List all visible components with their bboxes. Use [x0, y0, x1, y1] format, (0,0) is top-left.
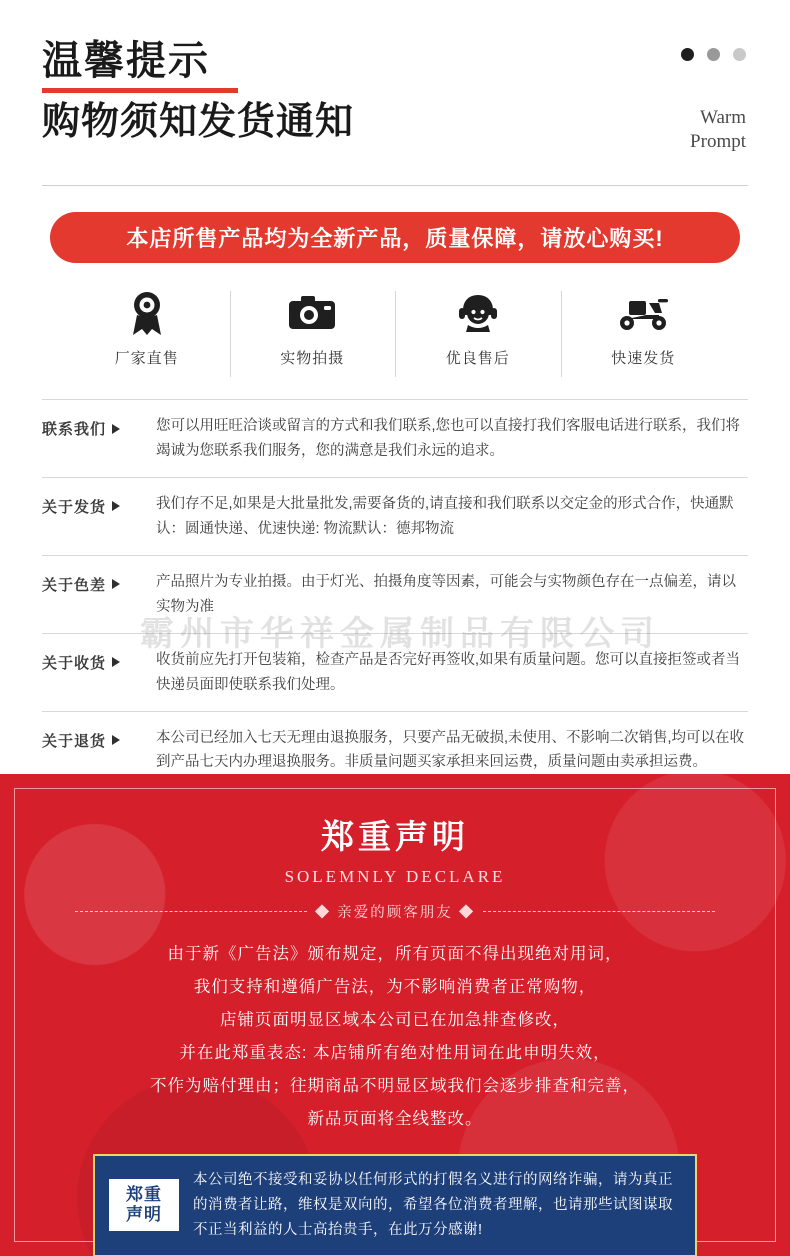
header-divider — [42, 185, 748, 186]
dot-light-icon — [733, 48, 746, 61]
delivery-scooter-icon — [615, 289, 671, 337]
dot-dark-icon — [681, 48, 694, 61]
notice-label-text: 关于发货 — [42, 498, 107, 516]
page-title: 温馨提示 — [42, 39, 210, 83]
declaration-badge-line1: 郑重 — [126, 1185, 162, 1205]
divider-dash-right — [483, 911, 715, 912]
camera-icon — [287, 289, 337, 337]
declaration-body-line: 我们支持和遵循广告法，为不影响消费者正常购物， — [193, 978, 597, 996]
page-header — [0, 0, 790, 186]
declaration-subtitle-en: SOLEMNLY DECLARE — [284, 867, 506, 886]
notice-label-text: 关于收货 — [42, 654, 107, 672]
quality-banner: 本店所售产品均为全新产品，质量保障，请放心购买! — [50, 212, 740, 263]
notice-label-text: 关于色差 — [42, 576, 107, 594]
service-agent-icon — [456, 289, 500, 337]
decorative-dots — [681, 48, 746, 61]
declaration-badge-line2: 声明 — [126, 1205, 162, 1225]
declaration-divider — [75, 901, 715, 922]
declaration-body-line: 新品页面将全线整改。 — [307, 1110, 483, 1128]
declaration-title: 郑重声明 — [321, 818, 469, 855]
arrow-right-icon — [112, 579, 120, 589]
warm-prompt-line1: Warm — [700, 107, 746, 128]
feature-label: 优良售后 — [445, 350, 510, 367]
notice-label — [42, 492, 146, 517]
dot-gray-icon — [707, 48, 720, 61]
notice-label-text: 关于退货 — [42, 732, 107, 750]
notice-text: 我们存不足,如果是大批量批发,需要备货的,请直接和我们联系以交定金的形式合作，快通默认：圆通快递、优速快递: 物流默认：德邦物流 — [156, 495, 734, 537]
feature-label: 厂家直售 — [114, 350, 179, 367]
declaration-badge — [109, 1179, 179, 1231]
feature-list — [64, 289, 726, 385]
declaration-body-line: 不作为赔付理由；往期商品不明显区域我们会逐步排查和完善， — [150, 1077, 640, 1095]
feature-item-fast-shipping — [561, 289, 727, 385]
solemn-declaration-section — [0, 774, 790, 1256]
warm-prompt-english — [690, 106, 746, 154]
notice-label — [42, 414, 146, 439]
feature-item-after-sales — [395, 289, 561, 385]
notice-row-color — [42, 556, 748, 634]
title-underline — [42, 88, 238, 93]
warm-prompt-line2: Prompt — [690, 130, 746, 152]
declaration-body-line: 并在此郑重表态: 本店铺所有绝对性用词在此申明失效， — [179, 1044, 611, 1062]
feature-label: 实物拍摄 — [280, 350, 345, 367]
notice-text: 您可以用旺旺洽谈或留言的方式和我们联系,您也可以直接打我们客服电话进行联系，我们将竭诚为您联系我们服务，您的满意是我们永远的追求。 — [156, 418, 741, 459]
page-subtitle: 购物须知发货通知 — [42, 101, 355, 143]
feature-item-real-photo — [230, 289, 396, 385]
feature-item-factory-direct — [64, 289, 230, 385]
arrow-right-icon — [112, 657, 120, 667]
arrow-right-icon — [112, 501, 120, 511]
declaration-body — [150, 938, 640, 1136]
banner-container — [0, 186, 790, 263]
notice-row-contact — [42, 400, 748, 478]
notice-row-shipping — [42, 478, 748, 556]
divider-text: ◆ 亲爱的顾客朋友 ◆ — [314, 905, 476, 921]
notice-text: 收货前应先打开包装箱，检查产品是否完好再签收,如果有质量问题。您可以直接拒签或者当快递员面即使联系我们处理。 — [156, 651, 741, 693]
notice-label — [42, 726, 146, 751]
medal-icon — [125, 289, 169, 337]
divider-dash-left — [75, 911, 307, 912]
notice-label-text: 联系我们 — [42, 421, 107, 438]
feature-label: 快速发货 — [611, 350, 676, 367]
declaration-body-line: 由于新《广告法》颁布规定，所有页面不得出现绝对用词， — [167, 945, 623, 963]
declaration-body-line: 店铺页面明显区域本公司已在加急排查修改， — [220, 1011, 570, 1029]
notice-text: 产品照片为专业拍摄。由于灯光、拍摄角度等因素，可能会与实物颜色存在一点偏差，请以实物为准 — [156, 573, 736, 615]
arrow-right-icon — [112, 735, 120, 745]
notice-row-receiving — [42, 634, 748, 712]
notice-list — [42, 399, 748, 788]
notice-label — [42, 570, 146, 595]
company-watermark: 霸州市华祥金属制品有限公司 — [140, 616, 660, 653]
arrow-right-icon — [112, 424, 120, 434]
notice-text: 本公司已经加入七天无理由退换服务，只要产品无破损,未使用、不影响二次销售,均可以在收到产品七天内办理退换服务。非质量问题买家承担来回运费，质量问题由卖承担运费。 — [156, 729, 745, 771]
anti-fraud-notice-text: 本公司绝不接受和妥协以任何形式的打假名义进行的网络诈骗，请为真正的消费者让路，维权是双向的，希望各位消费者理解，也请那些试图谋取不正当利益的人士高抬贵手，在此万分感谢! — [193, 1172, 673, 1238]
declaration-frame — [14, 788, 776, 1242]
notice-label — [42, 648, 146, 673]
anti-fraud-notice-box — [93, 1154, 697, 1256]
